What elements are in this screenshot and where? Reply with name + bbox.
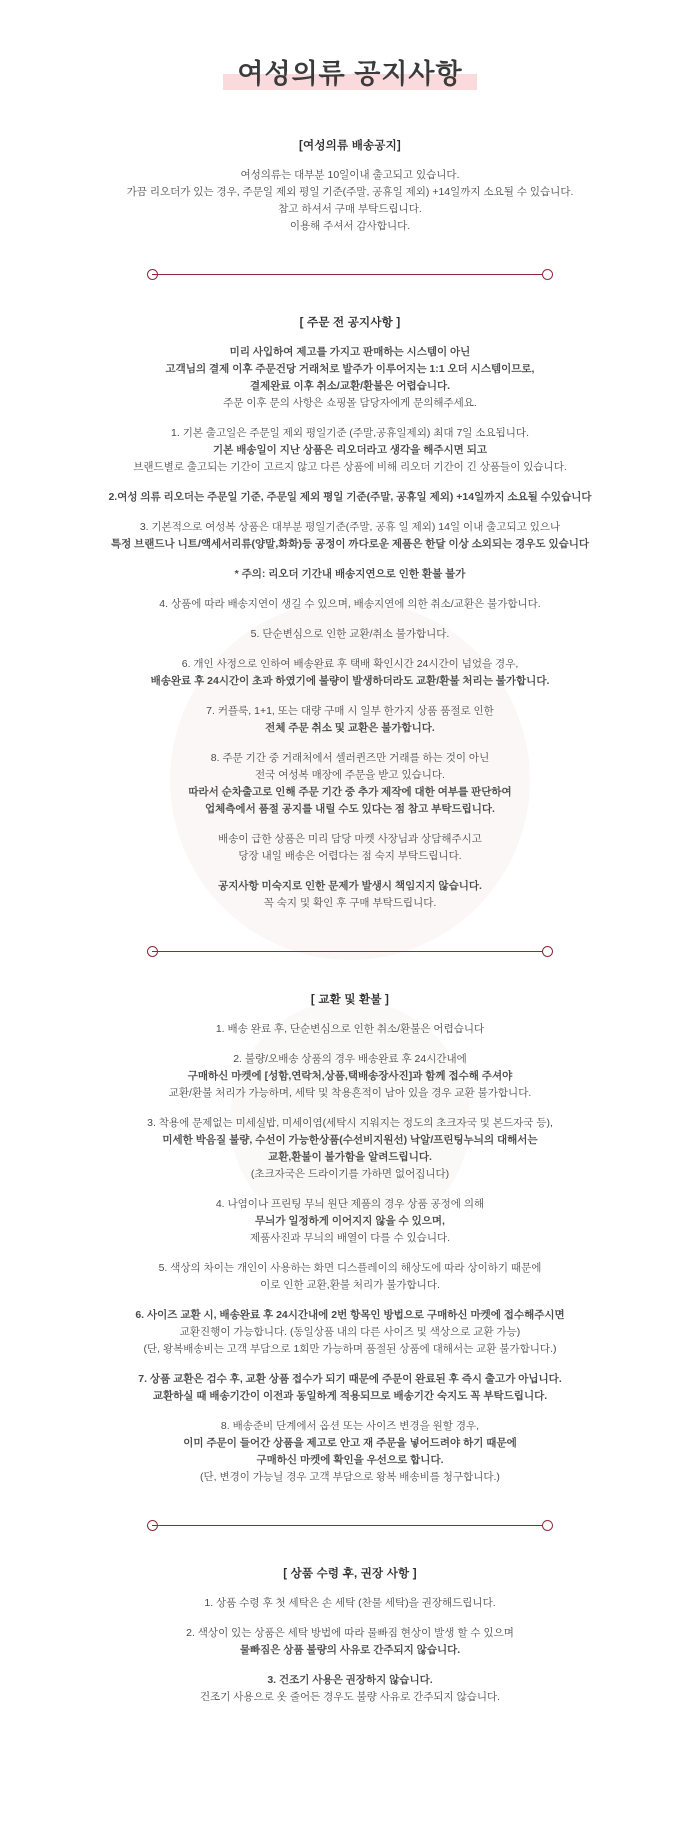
- notice-item: [70, 519, 630, 553]
- notice-line: 1. 기본 출고일은 주문일 제외 평일기준 (주말,공휴일제외) 최대 7일 소요됩니다.: [171, 427, 529, 439]
- notice-line: 당장 내일 배송은 어렵다는 점 숙지 부탁드립니다.: [238, 850, 462, 862]
- exchange-line: 구매하신 마켓에 [성함,연락처,상품,택배송장사진]과 함께 접수해 주셔야: [187, 1070, 513, 1082]
- notice-item: [70, 626, 630, 643]
- after-item: [70, 1595, 630, 1612]
- notice-line: 특정 브랜드나 니트/액세서리류(양말,화화)등 공정이 까다로운 제품은 한달 이상 소외되는 경우도 있습니다: [110, 538, 590, 550]
- exchange-line: 구매하신 마켓에 확인을 우선으로 합니다.: [256, 1454, 444, 1466]
- exchange-line: 3. 착용에 문제없는 미세실밥, 미세이염(세탁시 지워지는 정도의 초크자국 및 본드자국 등),: [147, 1117, 553, 1129]
- notice-line: 6. 개인 사정으로 인하여 배송완료 후 택배 확인시간 24시간이 넘었을 경우,: [181, 658, 519, 670]
- after-item: [70, 1672, 630, 1706]
- exchange-line: 8. 배송준비 단계에서 옵션 또는 사이즈 변경을 원할 경우,: [220, 1420, 480, 1432]
- notice-line: 배송이 급한 상품은 미리 담당 마켓 사장님과 상담해주시고: [218, 833, 482, 845]
- section-shipping-heading: [여성의류 배송공지]: [299, 140, 401, 152]
- section-after-receiving: [0, 1565, 700, 1706]
- exchange-line: 제품사진과 무늬의 배열이 다를 수 있습니다.: [249, 1232, 451, 1244]
- after-line: 물빠짐은 상품 불량의 사유로 간주되지 않습니다.: [239, 1644, 461, 1656]
- exchange-line: 미세한 박음질 불량, 수선이 가능한상품(수선비지원선) 낙알/프린팅누늬의 대해서는: [162, 1134, 538, 1146]
- exchange-line: 6. 사이즈 교환 시, 배송완료 후 24시간내에 2번 항목인 방법으로 구매하신 마켓에 접수해주시면: [135, 1309, 565, 1321]
- exchange-line: 교환/환불 처리가 가능하며, 세탁 및 착용흔적이 남아 있을 경우 교환 불가합니다.: [168, 1087, 532, 1099]
- divider-dot-right: [542, 269, 553, 280]
- notice-line: 기본 배송일이 지난 상품은 리오더라고 생각을 해주시면 되고: [213, 444, 487, 456]
- notice-line: 5. 단순변심으로 인한 교환/취소 불가합니다.: [250, 628, 450, 640]
- section-shipping: [0, 137, 700, 235]
- divider-bar: [152, 1525, 548, 1526]
- notice-line: * 주의: 리오더 기간내 배송지연으로 인한 환불 불가: [234, 568, 466, 580]
- exchange-item: [70, 1051, 630, 1102]
- notice-line: 8. 주문 기간 중 거래처에서 셀러퀸즈만 거래를 하는 것이 아닌: [210, 752, 490, 764]
- exchange-line: 이미 주문이 들어간 상품을 제고로 안고 재 주문을 넣어드려야 하기 때문에: [183, 1437, 517, 1449]
- exchange-line: (초크자국은 드라이기를 가하면 없어집니다): [250, 1168, 450, 1180]
- section-before-order: [0, 314, 700, 912]
- exchange-line: 1. 배송 완료 후, 단순변심으로 인한 취소/환불은 어렵습니다: [215, 1023, 485, 1035]
- notice-line: 전국 여성복 매장에 주문을 받고 있습니다.: [255, 769, 445, 781]
- notice-line: 배송완료 후 24시간이 초과 하였기에 불량이 발생하더라도 교환/환불 처리는 불가합니다.: [150, 675, 550, 687]
- intro-line: 주문 이후 문의 사항은 쇼핑몰 담당자에게 문의해주세요.: [223, 397, 477, 409]
- notice-line: 전체 주문 취소 및 교환은 불가합니다.: [265, 722, 435, 734]
- exchange-item: [70, 1021, 630, 1038]
- after-item: [70, 1625, 630, 1659]
- exchange-line: 7. 상품 교환은 검수 후, 교환 상품 접수가 되기 때문에 주문이 완료된 후 즉시 출고가 아닙니다.: [138, 1373, 562, 1385]
- exchange-item: [70, 1260, 630, 1294]
- notice-item: [70, 596, 630, 613]
- exchange-line: 교환,환불이 불가함을 알려드립니다.: [268, 1151, 432, 1163]
- notice-item: [70, 656, 630, 690]
- section-exchange-refund: [0, 991, 700, 1486]
- notice-item: [70, 489, 630, 506]
- notice-item: [70, 750, 630, 818]
- exchange-line: 5. 색상의 차이는 개인이 사용하는 화면 디스플레이의 해상도에 따라 상이하기 때문에: [158, 1262, 542, 1274]
- intro-line: 고객님의 결제 이후 주문건당 거래처로 발주가 이루어지는 1:1 오더 시스템이므로,: [165, 363, 535, 375]
- section-exchange-heading: [ 교환 및 환불 ]: [310, 994, 390, 1006]
- notice-item: [70, 703, 630, 737]
- notice-line: 7. 커플룩, 1+1, 또는 대량 구매 시 일부 한가지 상품 품절로 인한: [206, 705, 494, 717]
- intro-line: 미리 사입하여 제고를 가지고 판매하는 시스템이 아닌: [229, 346, 471, 358]
- divider-dot-right: [542, 1520, 553, 1531]
- exchange-item: [70, 1115, 630, 1183]
- after-line: 건조기 사용으로 옷 줄어든 경우도 불량 사유로 간주되지 않습니다.: [199, 1691, 501, 1703]
- exchange-item: [70, 1371, 630, 1405]
- notice-line: 따라서 순차출고로 인해 주문 기간 중 추가 제작에 대한 여부를 판단하여: [188, 786, 512, 798]
- notice-item-warning: [70, 566, 630, 583]
- divider-dot-right: [542, 946, 553, 957]
- exchange-line: 무늬가 일정하게 이어지지 않을 수 있으며,: [255, 1215, 445, 1227]
- notice-item: [70, 831, 630, 865]
- notice-line: 꼭 숙지 및 확인 후 구매 부탁드립니다.: [263, 897, 437, 909]
- divider: [147, 946, 553, 957]
- exchange-line: 이로 인한 교환,환불 처리가 불가합니다.: [260, 1279, 440, 1291]
- exchange-line: (단, 변경이 가능닐 경우 고객 부담으로 왕복 배송비를 청구합니다.): [200, 1471, 500, 1483]
- after-line: 2. 색상이 있는 상품은 세탁 방법에 따라 물빠짐 현상이 발생 할 수 있으며: [186, 1627, 514, 1639]
- divider-bar: [152, 274, 548, 275]
- notice-line: 3. 기본적으로 여성복 상품은 대부분 평일기준(주말, 공휴 일 제외) 14일 이내 출고되고 있으나: [139, 521, 561, 533]
- before-order-intro: [70, 344, 630, 412]
- exchange-line: (단, 왕복배송비는 고객 부담으로 1회만 가능하며 품절된 상품에 대해서는 교환 불가합니다.): [143, 1343, 557, 1355]
- section-before-order-heading: [ 주문 전 공지사항 ]: [299, 317, 401, 329]
- section-after-heading: [ 상품 수령 후, 권장 사항 ]: [283, 1568, 417, 1580]
- page-title-wrap: [0, 0, 700, 91]
- shipping-line: 가끔 리오더가 있는 경우, 주문일 제외 평일 기준(주말, 공휴일 제외) +14일까지 소요될 수 있습니다.: [126, 186, 574, 198]
- notice-line: 공지사항 미숙지로 인한 문제가 발생시 책임지지 않습니다.: [218, 880, 482, 892]
- after-line: 1. 상품 수령 후 첫 세탁은 손 세탁 (찬물 세탁)을 권장해드립니다.: [204, 1597, 496, 1609]
- page-title-text: 여성의류 공지사항: [237, 59, 463, 89]
- page-title: [223, 52, 476, 91]
- divider: [147, 269, 553, 280]
- after-line: 3. 건조기 사용은 권장하지 않습니다.: [267, 1674, 433, 1686]
- exchange-item: [70, 1418, 630, 1486]
- divider: [147, 1520, 553, 1531]
- exchange-line: 교환하실 때 배송기간이 이전과 동일하게 적용되므로 배송기간 숙지도 꼭 부탁드립니다.: [152, 1390, 548, 1402]
- notice-line: 4. 상품에 따라 배송지연이 생길 수 있으며, 배송지연에 의한 취소/교환은 불가합니다.: [159, 598, 541, 610]
- notice-line: 2.여성 의류 리오더는 주문일 기준, 주문일 제외 평일 기준(주말, 공휴일 제외) +14일까지 소요될 수있습니다: [108, 491, 592, 503]
- exchange-item: [70, 1307, 630, 1358]
- notice-line: 브랜드별로 출고되는 기간이 고르지 않고 다른 상품에 비해 리오더 기간이 긴 상품들이 있습니다.: [133, 461, 567, 473]
- shipping-line: 이용해 주셔서 감사합니다.: [289, 220, 411, 232]
- exchange-line: 4. 나염이나 프린팅 무늬 원단 제품의 경우 상품 공정에 의해: [215, 1198, 485, 1210]
- notice-line: 업체측에서 품절 공지를 내릴 수도 있다는 점 참고 부탁드립니다.: [205, 803, 495, 815]
- shipping-line: 참고 하셔서 구매 부탁드립니다.: [278, 203, 422, 215]
- notice-item: [70, 425, 630, 476]
- intro-line: 결제완료 이후 취소/교환/환불은 어렵습니다.: [249, 380, 451, 392]
- exchange-line: 교환진행이 가능합니다. (동일상품 내의 다른 사이즈 및 색상으로 교환 가능): [179, 1326, 521, 1338]
- divider-bar: [152, 951, 548, 952]
- shipping-line: 여성의류는 대부분 10일이내 출고되고 있습니다.: [240, 169, 460, 181]
- exchange-line: 2. 불량/오배송 상품의 경우 배송완료 후 24시간내에: [233, 1053, 467, 1065]
- notice-item-disclaimer: [70, 878, 630, 912]
- exchange-item: [70, 1196, 630, 1247]
